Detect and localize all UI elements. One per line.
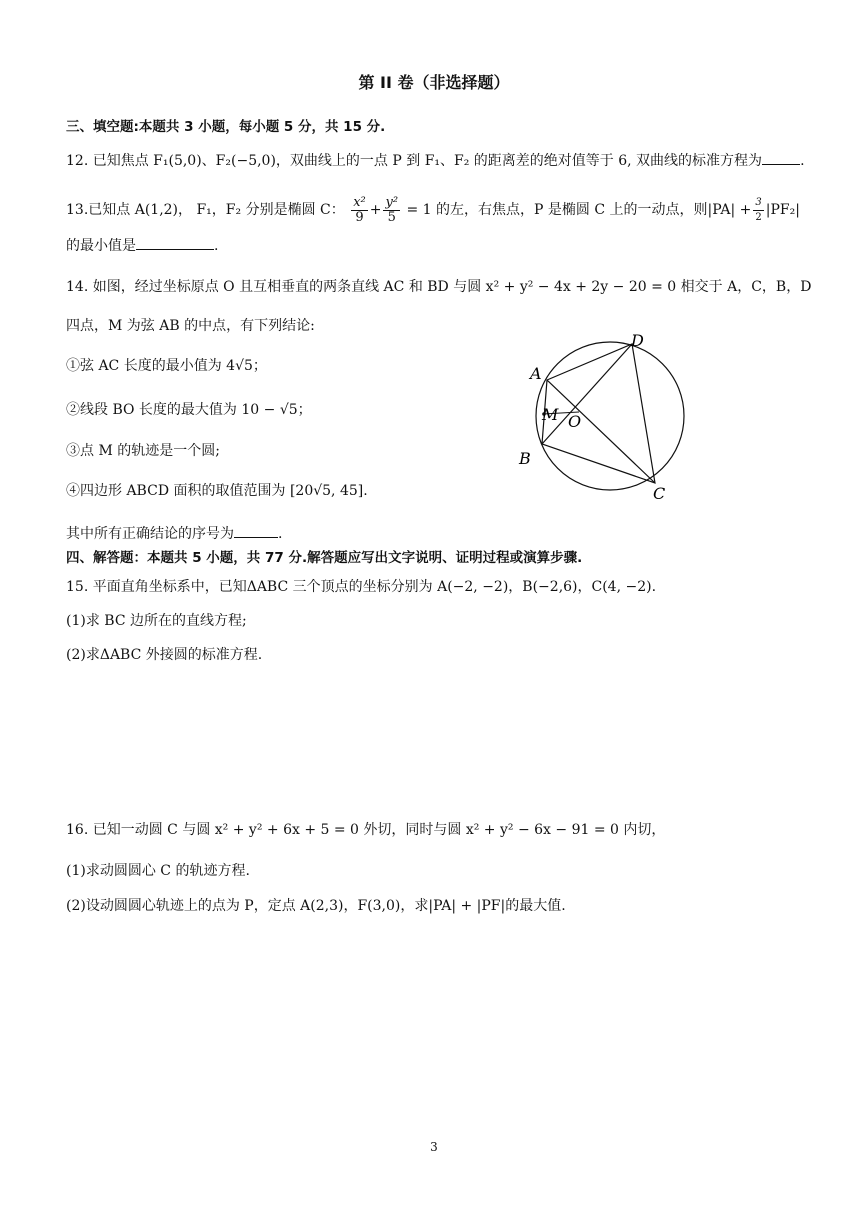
label-o: O [568, 412, 582, 431]
question-13: 13.已知点 A(1,2)， F₁，F₂ 分别是椭圆 C： $\frac{\text{x²}}{9}$ + $\frac{\text{y²}}{5}$ = 1 的左，右焦点，P 是椭圆 C 上的一动点，则|PA| + $\frac{3}{2}$ |PF₂| [66, 194, 800, 225]
conclusion-4: ④四边形 ABCD 面积的取值范围为 [20√5, 45]. [66, 483, 368, 499]
label-b: B [519, 449, 531, 468]
circle-figure [510, 330, 700, 505]
question-15-stem: 15. 平面直角坐标系中，已知ΔABC 三个顶点的坐标分别为 A(−2, −2)，B(−2,6)，C(4, −2). [66, 579, 657, 595]
fraction-x2-over-9: $\frac{\text{x²}}{9}$ [353, 194, 366, 225]
answer-blank-13 [136, 235, 214, 250]
section-four-heading: 四、解答题：本题共 5 小题，共 77 分.解答题应写出文字说明、证明过程或演算步骤. [66, 550, 583, 566]
question-12-text: 12. 已知焦点 F₁(5,0)、F₂(−5,0)，双曲线上的一点 P 到 F₁、F₂ 的距离差的绝对值等于 6, 双曲线的标准方程为 [66, 153, 763, 169]
question-13-text-1: 13.已知点 A(1,2)， F₁，F₂ 分别是椭圆 C： [66, 202, 345, 218]
question-16-stem: 16. 已知一动圆 C 与圆 x² + y² + 6x + 5 = 0 外切，同时与圆 x² + y² − 6x − 91 = 0 内切， [66, 822, 666, 838]
conclusion-3: ③点 M 的轨迹是一个圆; [66, 443, 220, 459]
question-14-line-1: 14. 如图，经过坐标原点 O 且互相垂直的两条直线 AC 和 BD 与圆 x² + y² − 4x + 2y − 20 = 0 相交于 A，C，B，D [66, 279, 812, 295]
answer-blank-12 [762, 150, 800, 165]
question-12: 12. 已知焦点 F₁(5,0)、F₂(−5,0)，双曲线上的一点 P 到 F₁、F₂ 的距离差的绝对值等于 6, 双曲线的标准方程为 . [66, 150, 805, 171]
label-a: A [530, 364, 542, 383]
page-title: 第 II 卷（非选择题） [358, 73, 510, 92]
question-13-text-3: |PF₂| [765, 202, 800, 218]
page-number: 3 [430, 1140, 438, 1154]
section-three-heading: 三、填空题:本题共 3 小题，每小题 5 分，共 15 分. [66, 119, 386, 135]
question-15-part-1: (1)求 BC 边所在的直线方程; [66, 613, 247, 629]
question-16-part-1: (1)求动圆圆心 C 的轨迹方程. [66, 863, 250, 879]
answer-blank-14 [234, 523, 278, 538]
fraction-3-over-2: $\frac{3}{2}$ [755, 196, 762, 223]
diagonal-bd [542, 344, 632, 444]
question-14-line-2: 四点，M 为弦 AB 的中点，有下列结论: [66, 318, 315, 334]
label-c: C [653, 484, 666, 503]
label-d: D [631, 331, 644, 350]
label-m: M [542, 405, 559, 424]
question-13-line-2: 的最小值是 . [66, 235, 218, 256]
question-14-ask: 其中所有正确结论的序号为 . [66, 523, 282, 544]
question-16-part-2: (2)设动圆圆心轨迹上的点为 P，定点 A(2,3)，F(3,0)，求|PA| + |PF|的最大值. [66, 898, 566, 914]
question-15-part-2: (2)求ΔABC 外接圆的标准方程. [66, 647, 263, 663]
fraction-y2-over-5: $\frac{\text{y²}}{5}$ [385, 194, 399, 225]
conclusion-1: ①弦 AC 长度的最小值为 4√5； [66, 358, 267, 374]
conclusion-2: ②线段 BO 长度的最大值为 10 − √5； [66, 402, 312, 418]
question-13-text-2: = 1 的左，右焦点，P 是椭圆 C 上的一动点，则|PA| + [406, 202, 752, 218]
diagonal-ac [547, 380, 655, 483]
